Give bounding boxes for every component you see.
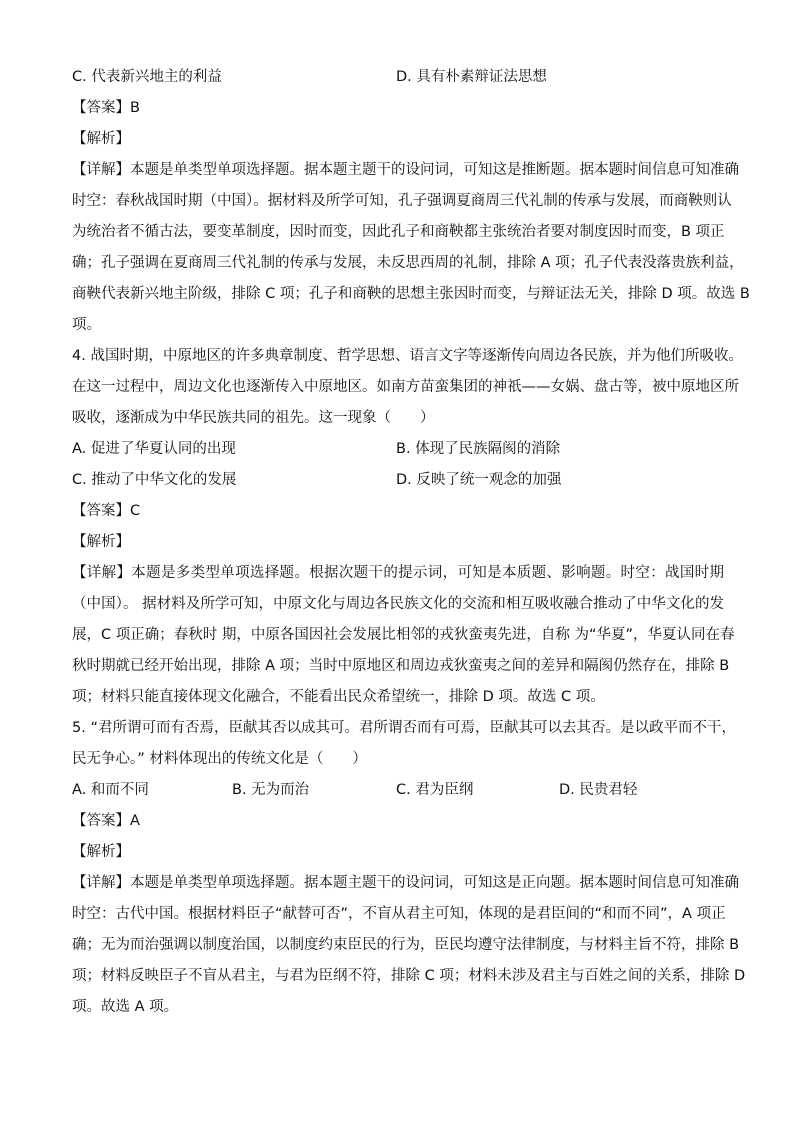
q4-answer: 【答案】C [72, 503, 141, 519]
q5-stem-line: 民无争心。” 材料体现出的传统文化是（ ） [72, 751, 367, 767]
q3-detail-line: 时空：春秋战国时期（中国）。据材料及所学可知，孔子强调夏商周三代礼制的传承与发展，而商鞅则认 [72, 193, 732, 209]
q4-option-c: C. 推动了中华文化的发展 [72, 472, 237, 488]
q3-detail-line: 项。 [72, 317, 101, 333]
q5-stem-line: 5. “君所谓可而有否焉，臣献其否以成其可。君所谓否而有可焉，臣献其可以去其否。是以政平而不干， [72, 720, 736, 736]
q3-analysis-label: 【解析】 [72, 131, 130, 147]
q5-option-c: C. 君为臣纲 [396, 782, 474, 798]
q4-options-row [72, 465, 724, 496]
q4-options-row [72, 434, 724, 465]
q5-options-row [72, 775, 724, 806]
q4-option-d: D. 反映了统一观念的加强 [396, 472, 562, 488]
q3-detail-line: 确；孔子强调在夏商周三代礼制的传承与发展，未反思西周的礼制，排除 A 项；孔子代表没落贵族利益， [72, 255, 744, 271]
q3-option-d: D. 具有朴素辩证法思想 [396, 69, 547, 85]
q5-analysis-label: 【解析】 [72, 844, 130, 860]
q4-option-a: A. 促进了华夏认同的出现 [72, 441, 236, 457]
q5-detail-line: 时空：古代中国。根据材料臣子“献替可否”，不盲从君主可知，体现的是君臣间的“和而不同”，A 项正 [72, 906, 726, 922]
q4-detail-line: 项；材料只能直接体现文化融合，不能看出民众希望统一，排除 D 项。故选 C 项。 [72, 689, 605, 705]
q5-option-b: B. 无为而治 [232, 782, 310, 798]
q3-options-row [72, 62, 724, 93]
q5-detail-line: 项。故选 A 项。 [72, 999, 179, 1015]
q5-option-a: A. 和而不同 [72, 782, 149, 798]
q3-answer: 【答案】B [72, 100, 140, 116]
q3-detail-line: 商鞅代表新兴地主阶级，排除 C 项；孔子和商鞅的思想主张因时而变，与辩证法无关，排除 D 项。故选 B [72, 286, 750, 302]
q3-option-c: C. 代表新兴地主的利益 [72, 69, 222, 85]
q4-option-b: B. 体现了民族隔阂的消除 [396, 441, 561, 457]
q4-stem-line: 在这一过程中，周边文化也逐渐传入中原地区。如南方苗蛮集团的神祇——女娲、盘古等，被中原地区所 [72, 379, 739, 395]
q5-detail-line: 【详解】本题是单类型单项选择题。据本题主题干的设问词，可知这是正向题。据本题时间信息可知准确 [72, 875, 739, 891]
q4-stem-line: 4. 战国时期，中原地区的许多典章制度、哲学思想、语言文字等逐渐传向周边各民族，并为他们所吸收。 [72, 348, 743, 364]
q4-detail-line: 展，C 项正确；春秋时 期，中原各国因社会发展比相邻的戎狄蛮夷先进，自称 为“华夏”，华夏认同在春 [72, 627, 735, 643]
q3-detail-line: 【详解】本题是单类型单项选择题。据本题主题干的设问词，可知这是推断题。据本题时间信息可知准确 [72, 162, 739, 178]
document-page [72, 62, 750, 1023]
q5-detail-line: 项；材料反映臣子不盲从君主，与君为臣纲不符，排除 C 项；材料未涉及君主与百姓之间的关系，排除 D [72, 968, 746, 984]
q3-detail-line: 为统治者不循古法，要变革制度，因时而变，因此孔子和商鞅都主张统治者要对制度因时而变，B 项正 [72, 224, 725, 240]
q4-detail-line: 【详解】本题是多类型单项选择题。根据次题干的提示词，可知是本质题、影响题。时空：战国时期 [72, 565, 724, 581]
q5-detail-line: 确；无为而治强调以制度治国，以制度约束臣民的行为，臣民均遵守法律制度，与材料主旨不符，排除 B [72, 937, 740, 953]
q5-answer: 【答案】A [72, 813, 140, 829]
q4-analysis-label: 【解析】 [72, 534, 130, 550]
q4-detail-line: 秋时期就已经开始出现，排除 A 项；当时中原地区和周边戎狄蛮夷之间的差异和隔阂仍然存在，排除 B [72, 658, 730, 674]
q5-option-d: D. 民贵君轻 [559, 782, 638, 798]
q4-detail-line: （中国）。 据材料及所学可知，中原文化与周边各民族文化的交流和相互吸收融合推动了中华文化的发 [72, 596, 724, 612]
q4-stem-line: 吸收，逐渐成为中华民族共同的祖先。这一现象（ ） [72, 410, 435, 426]
